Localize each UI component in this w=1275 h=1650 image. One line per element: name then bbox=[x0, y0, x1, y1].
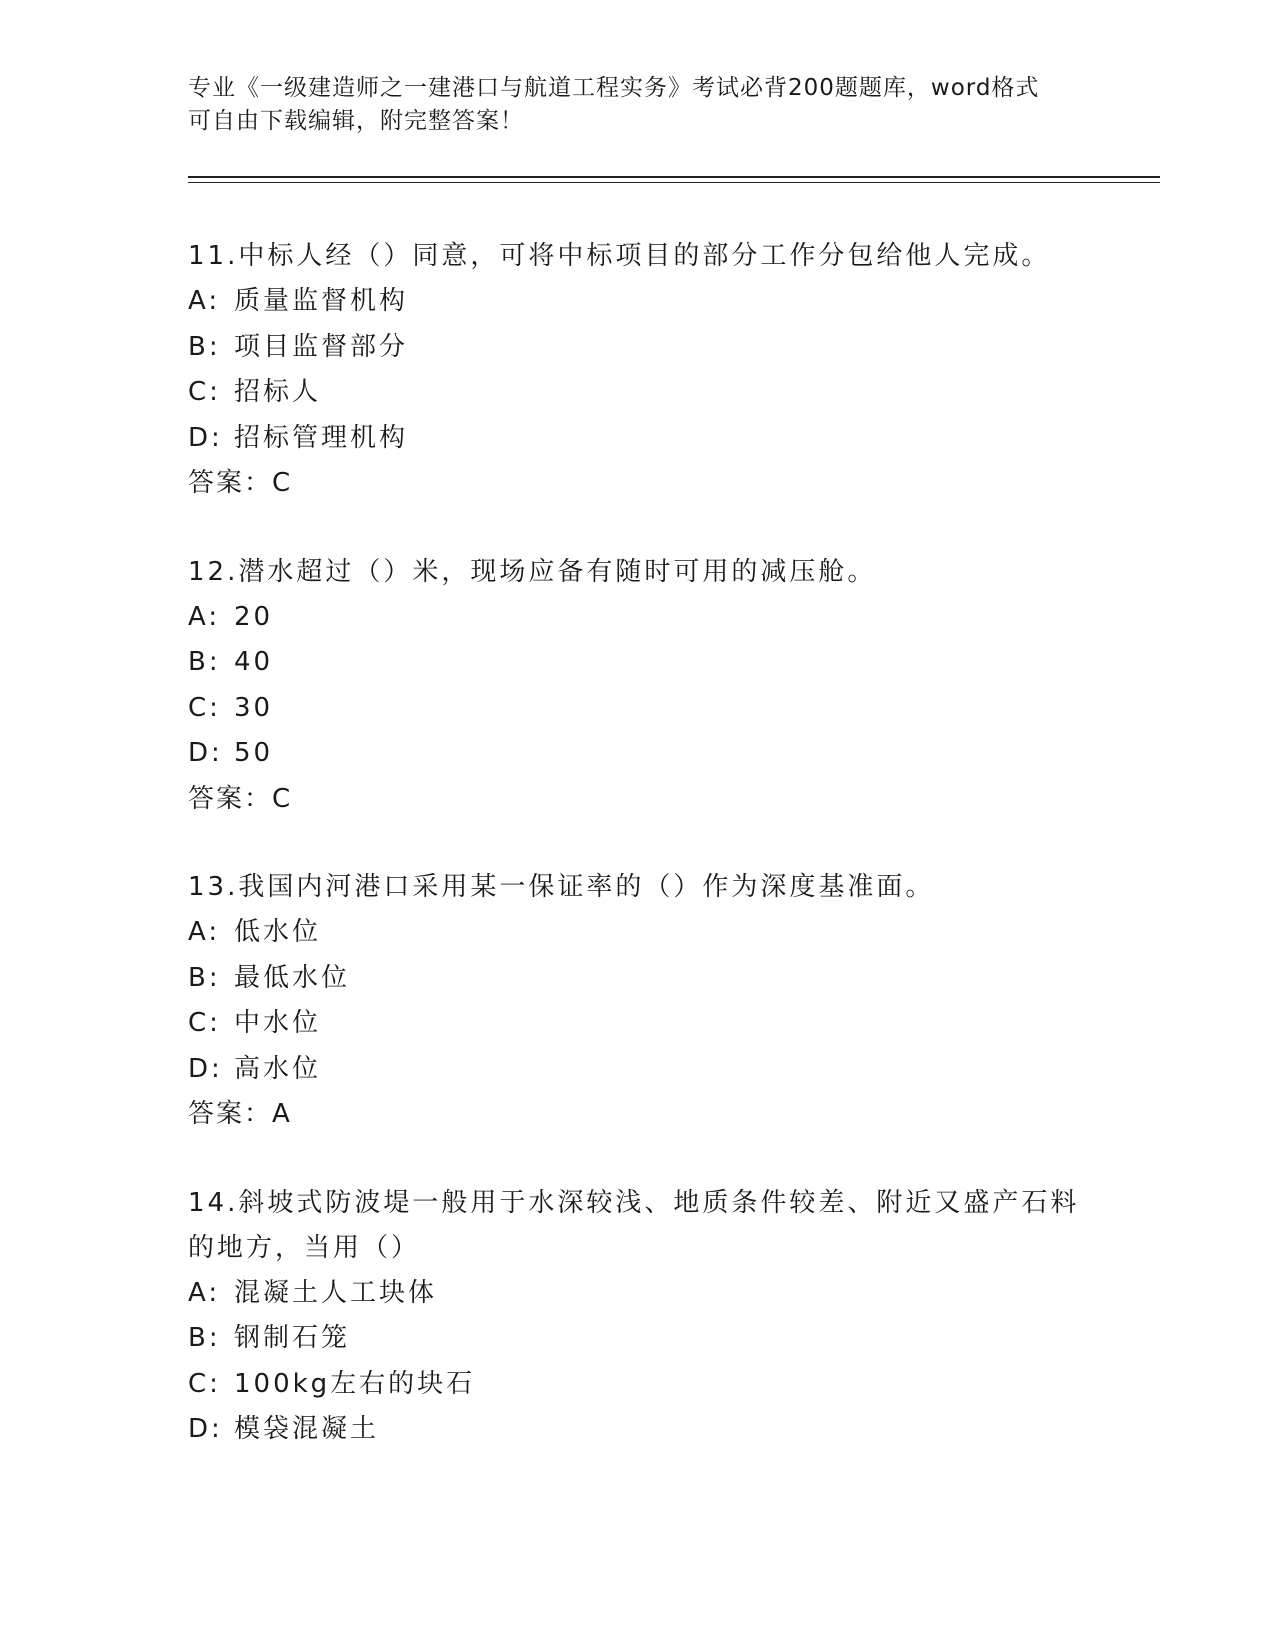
option-a bbox=[188, 595, 1148, 641]
option-text: 招标管理机构 bbox=[234, 422, 409, 453]
question-12 bbox=[188, 550, 1148, 823]
option-d bbox=[188, 416, 1148, 462]
option-b bbox=[188, 1316, 1148, 1362]
option-text: 项目监督部分 bbox=[234, 331, 409, 362]
option-letter: C: bbox=[188, 1368, 221, 1399]
option-letter: A: bbox=[188, 601, 221, 632]
header-divider-thick bbox=[188, 176, 1160, 178]
question-stem bbox=[188, 234, 1148, 279]
option-letter: B: bbox=[188, 1323, 221, 1353]
option-letter: D: bbox=[188, 1053, 223, 1084]
option-b bbox=[188, 325, 1148, 371]
answer-line: 答案：C bbox=[188, 468, 293, 498]
option-text: 100kg左右的块石 bbox=[234, 1368, 476, 1399]
option-letter: C: bbox=[188, 1008, 221, 1038]
option-b bbox=[188, 640, 1148, 686]
option-letter: B: bbox=[188, 331, 221, 362]
option-letter: A: bbox=[188, 286, 221, 316]
header-line-1: 专业《一级建造师之一建港口与航道工程实务》考试必背200题题库，word格式 bbox=[188, 75, 1040, 101]
option-c bbox=[188, 1362, 1148, 1408]
header-divider-thin bbox=[188, 182, 1160, 183]
option-text: 低水位 bbox=[234, 917, 322, 947]
option-a bbox=[188, 910, 1148, 956]
option-c bbox=[188, 686, 1148, 732]
option-text: 混凝土人工块体 bbox=[234, 1277, 438, 1308]
answer-line: 答案：C bbox=[188, 783, 293, 814]
question-stem-line: 14.斜坡式防波堤一般用于水深较浅、地质条件较差、附近又盛产石料 bbox=[188, 1187, 1080, 1218]
option-c bbox=[188, 1001, 1148, 1047]
question-stem-line: 的地方，当用（） bbox=[188, 1232, 421, 1263]
option-a bbox=[188, 279, 1148, 325]
option-letter: A: bbox=[188, 917, 221, 947]
option-letter: B: bbox=[188, 962, 221, 993]
option-text: 最低水位 bbox=[234, 962, 351, 993]
option-text: 40 bbox=[234, 647, 274, 677]
option-b bbox=[188, 956, 1148, 1002]
question-stem-line: 13.我国内河港口采用某一保证率的（）作为深度基准面。 bbox=[188, 872, 935, 902]
question-11 bbox=[188, 234, 1148, 507]
question-stem-line: 11.中标人经（）同意，可将中标项目的部分工作分包给他人完成。 bbox=[188, 241, 1051, 271]
answer-line: 答案：A bbox=[188, 1099, 292, 1129]
question-stem bbox=[188, 1181, 1148, 1271]
question-stem bbox=[188, 865, 1148, 910]
option-letter: A: bbox=[188, 1277, 221, 1308]
option-d bbox=[188, 1047, 1148, 1093]
question-stem-line: 12.潜水超过（）米，现场应备有随时可用的减压舱。 bbox=[188, 556, 877, 587]
option-text: 30 bbox=[234, 692, 274, 723]
option-text: 质量监督机构 bbox=[234, 286, 409, 316]
option-text: 20 bbox=[234, 601, 274, 632]
option-letter: C: bbox=[188, 377, 221, 407]
question-list bbox=[188, 234, 1148, 1496]
option-text: 50 bbox=[234, 738, 274, 768]
option-c bbox=[188, 370, 1148, 416]
document-header bbox=[188, 72, 1068, 138]
option-letter: D: bbox=[188, 422, 223, 453]
option-d bbox=[188, 1407, 1148, 1453]
header-line-2: 可自由下载编辑，附完整答案！ bbox=[188, 108, 524, 134]
option-letter: D: bbox=[188, 738, 223, 768]
option-d bbox=[188, 731, 1148, 777]
question-stem bbox=[188, 550, 1148, 595]
question-14 bbox=[188, 1181, 1148, 1453]
option-text: 招标人 bbox=[234, 377, 322, 407]
option-a bbox=[188, 1271, 1148, 1317]
option-letter: C: bbox=[188, 692, 221, 723]
option-text: 模袋混凝土 bbox=[234, 1414, 380, 1444]
option-letter: B: bbox=[188, 647, 221, 677]
option-text: 钢制石笼 bbox=[234, 1323, 351, 1353]
option-text: 高水位 bbox=[234, 1053, 322, 1084]
option-letter: D: bbox=[188, 1414, 223, 1444]
question-13 bbox=[188, 865, 1148, 1138]
option-text: 中水位 bbox=[234, 1008, 322, 1038]
